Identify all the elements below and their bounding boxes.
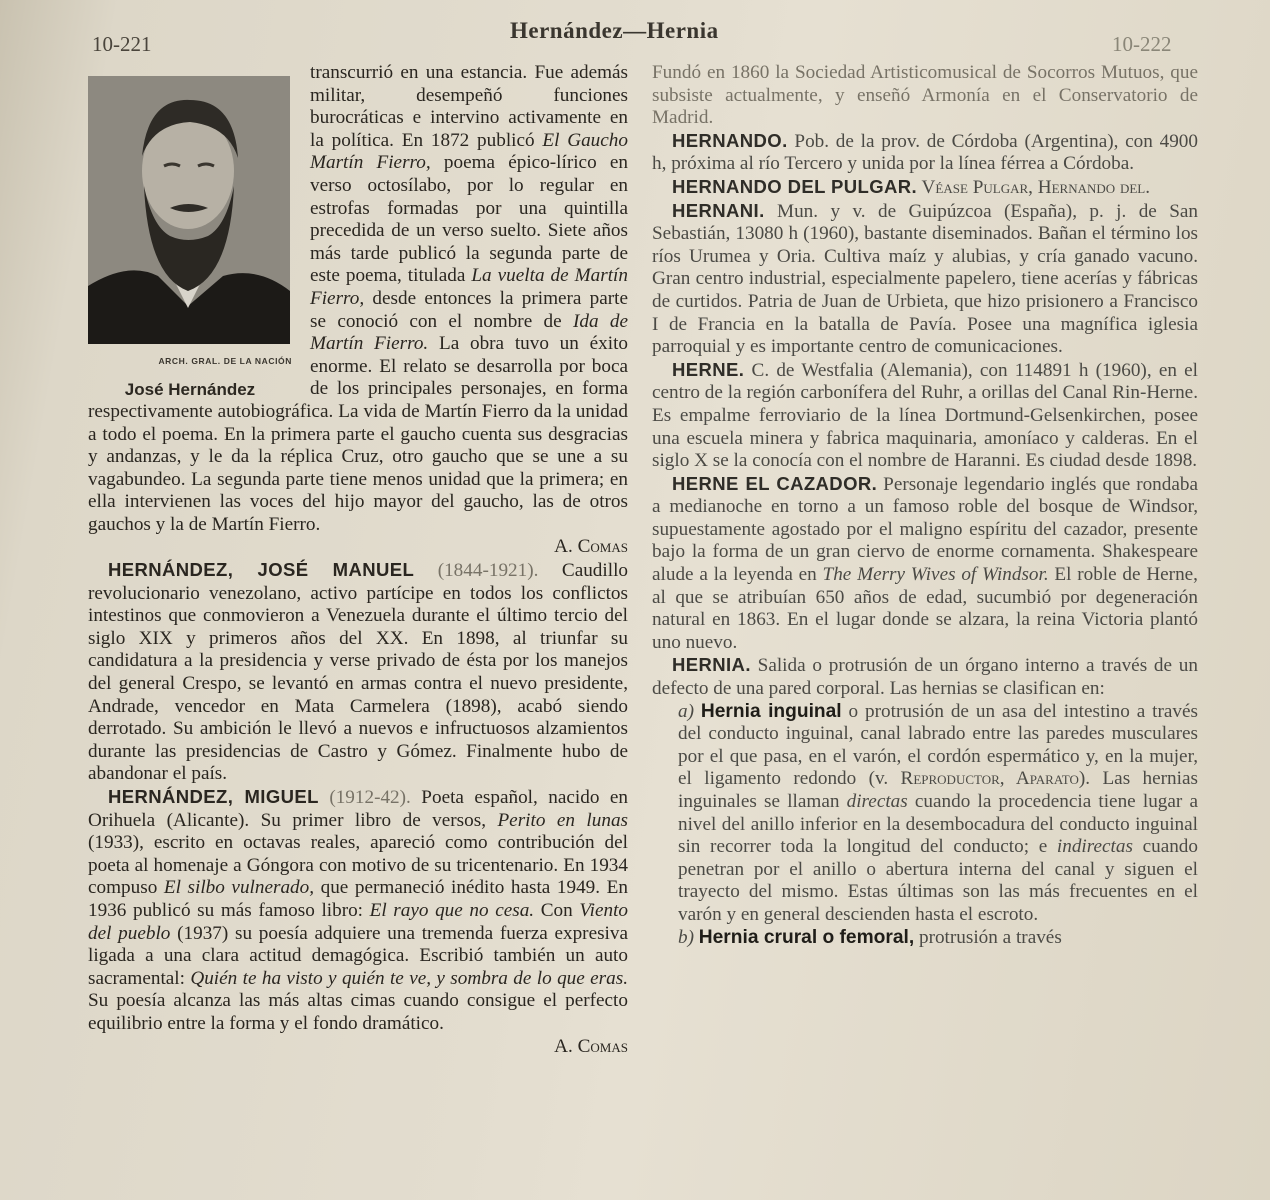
entry-herne-el-cazador: HERNE EL CAZADOR. Personaje legendario inglés que rondaba a medianoche en torno a un famoso roble del bosque de Windsor, supuestamente agostado por el maligno espíritu del cazador, presente bajo la forma de un gran ciervo de enorme cornamenta. Shakespeare alude a la leyenda en The Merry Wives of Windsor. El roble de Herne, al que se atribuían 650 años de edad, sucumbió por degeneración natural en 1863. En el lugar donde se alzara, la reina Victoria plantó uno nuevo. bbox=[652, 472, 1198, 653]
entry-hernando: HERNANDO. Pob. de la prov. de Córdoba (Argentina), con 4900 h, próxima al río Tercero y unida por la línea férrea a Córdoba. bbox=[652, 129, 1198, 175]
portrait-photo bbox=[88, 76, 290, 344]
entry-hernia: HERNIA. Salida o protrusión de un órgano interno a través de un defecto de una pared corporal. Las hernias se clasifican en: bbox=[652, 654, 1198, 700]
page-header bbox=[0, 14, 1270, 54]
portrait-figure bbox=[88, 76, 292, 399]
photo-caption: José Hernández bbox=[124, 379, 256, 399]
left-page-number: 10-221 bbox=[92, 32, 152, 56]
photo-credit: ARCH. GRAL. DE LA NACIÓN bbox=[158, 356, 292, 366]
signature-comas-1: A. Comas bbox=[554, 536, 628, 558]
entry-hernando-del-pulgar: HERNANDO DEL PULGAR. Véase Pulgar, Hernando del. bbox=[672, 175, 1151, 198]
hernia-inguinal-item: a) Hernia inguinal o protrusión de un asa del intestino a través del conducto inguinal, canal labrado entre las paredes musculares por el que pasa, en el varón, el cordón espermático y, en la mujer, el ligamento redondo (v. Reproductor, Aparato). Las hernias inguinales se llaman directas cuando la procedencia tiene lugar a nivel del anillo inferior en la desembocadura del conducto inguinal sin recorrer toda la longitud del conducto; e indirectas cuando penetran por el anillo o abertura interna del canal y siguen el trayecto del mismo. Estas últimas son las más frecuentes en el varón y en general descienden hasta el escroto. bbox=[678, 700, 1198, 925]
biography-paragraph: transcurrió en una estancia. Fue además militar, desempeñó funciones burocráticas e intervino activamente en la política. En 1872 publicó El Gaucho Martín Fierro, poema épico-lírico en verso octosílabo, por lo regular en estrofas formadas por una quintilla precedida de un verso suelto. Siete años más tarde publicó la segunda parte de este poema, titulada La vuelta de Martín Fierro, desde entonces la primera parte se conoció con el nombre de Ida de Martín Fierro. La obra tuvo un éxito enorme. El relato se desarrolla por boca de los principales personajes, en forma respectivamente autobiográfica. La vida de Martín Fierro da la unidad a todo el poema. En la primera parte el gaucho cuenta sus desgracias y andanzas, y le da la réplica Cruz, otro gaucho que se une a su vagabundeo. La segunda parte tiene menos unidad que la primera; en ella intervienen las voces del hijo mayor del gaucho, las de otros gauchos y la de Martín Fierro. bbox=[88, 62, 629, 535]
entry-hernandez-miguel: HERNÁNDEZ, MIGUEL (1912-42). Poeta español, nacido en Orihuela (Alicante). Su primer libro de versos, Perito en lunas (1933), escrito en octavas reales, apareció como contribución del poeta al homenaje a Góngora con motivo de su tricentenario. En 1934 compuso El silbo vulnerado, que permaneció inédito hasta 1949. En 1936 publicó su más famoso libro: El rayo que no cesa. Con Viento del pueblo (1937) su poesía adquiere una tremenda fuerza expresiva ligada a una clara actitud demagógica. Escribió también un auto sacramental: Quién te ha visto y quién te ve, y sombra de lo que eras. Su poesía alcanza las más altas cimas cuando consigue el perfecto equilibrio entre la forma y el fondo dramático. bbox=[88, 786, 629, 1034]
continued-paragraph: Fundó en 1860 la Sociedad Artisticomusical de Socorros Mutuos, que subsiste actualmente, y enseñó Armonía en el Conservatorio de Madrid. bbox=[652, 62, 1198, 129]
running-title: Hernández—Hernia bbox=[510, 18, 719, 43]
entry-herne: HERNE. C. de Westfalia (Alemania), con 114891 h (1960), en el centro de la región carbonífera del Ruhr, a orillas del Canal Rin-Herne. Es empalme ferroviario de la línea Dortmund-Gelsenkirchen, posee una escuela minera y fabrica maquinaria, amoníaco y calderas. En el siglo X se la conocía con el nombre de Haranni. Es ciudad desde 1898. bbox=[652, 358, 1198, 472]
entry-heading: HERNÁNDEZ, JOSÉ MANUEL bbox=[108, 559, 415, 581]
entry-heading: HERNÁNDEZ, MIGUEL bbox=[108, 786, 319, 807]
hernia-crural-item: b) Hernia crural o femoral, protrusión a través bbox=[678, 926, 1062, 948]
left-column bbox=[88, 62, 628, 1058]
right-page-number: 10-222 bbox=[1112, 32, 1172, 56]
right-column bbox=[652, 62, 1198, 949]
signature-comas-2: A. Comas bbox=[554, 1035, 628, 1057]
entry-hernandez-jose-manuel: HERNÁNDEZ, JOSÉ MANUEL (1844-1921). Caudillo revolucionario venezolano, activo partícipe en todos los conflictos intestinos que conmovieron a Venezuela durante el último tercio del siglo XIX y primeros años del XX. En 1898, al triunfar su candidatura a la presidencia y verse privado de ésta por los manejos del general Crespo, se levantó en armas contra el nuevo presidente, Andrade, vencedor en Mata Carmelera (1898), acabó siendo derrotado. Su ambición le llevó a nuevos e infructuosos alzamientos durante las presidencias de Castro y Gómez. Finalmente hubo de abandonar el país. bbox=[88, 559, 628, 785]
entry-hernani: HERNANI. Mun. y v. de Guipúzcoa (España), p. j. de San Sebastián, 13080 h (1960), bastante diseminados. Bañan el término los ríos Urumea y Oria. Cultiva maíz y alubias, y cría ganado vacuno. Gran centro industrial, especialmente papelero, tiene acerías y fábricas de curtidos. Patria de Juan de Urbieta, que hizo prisionero a Francisco I de Francia en la batalla de Pavía. Posee una magnífica iglesia parroquial y es importante centro de comunicaciones. bbox=[652, 199, 1198, 358]
